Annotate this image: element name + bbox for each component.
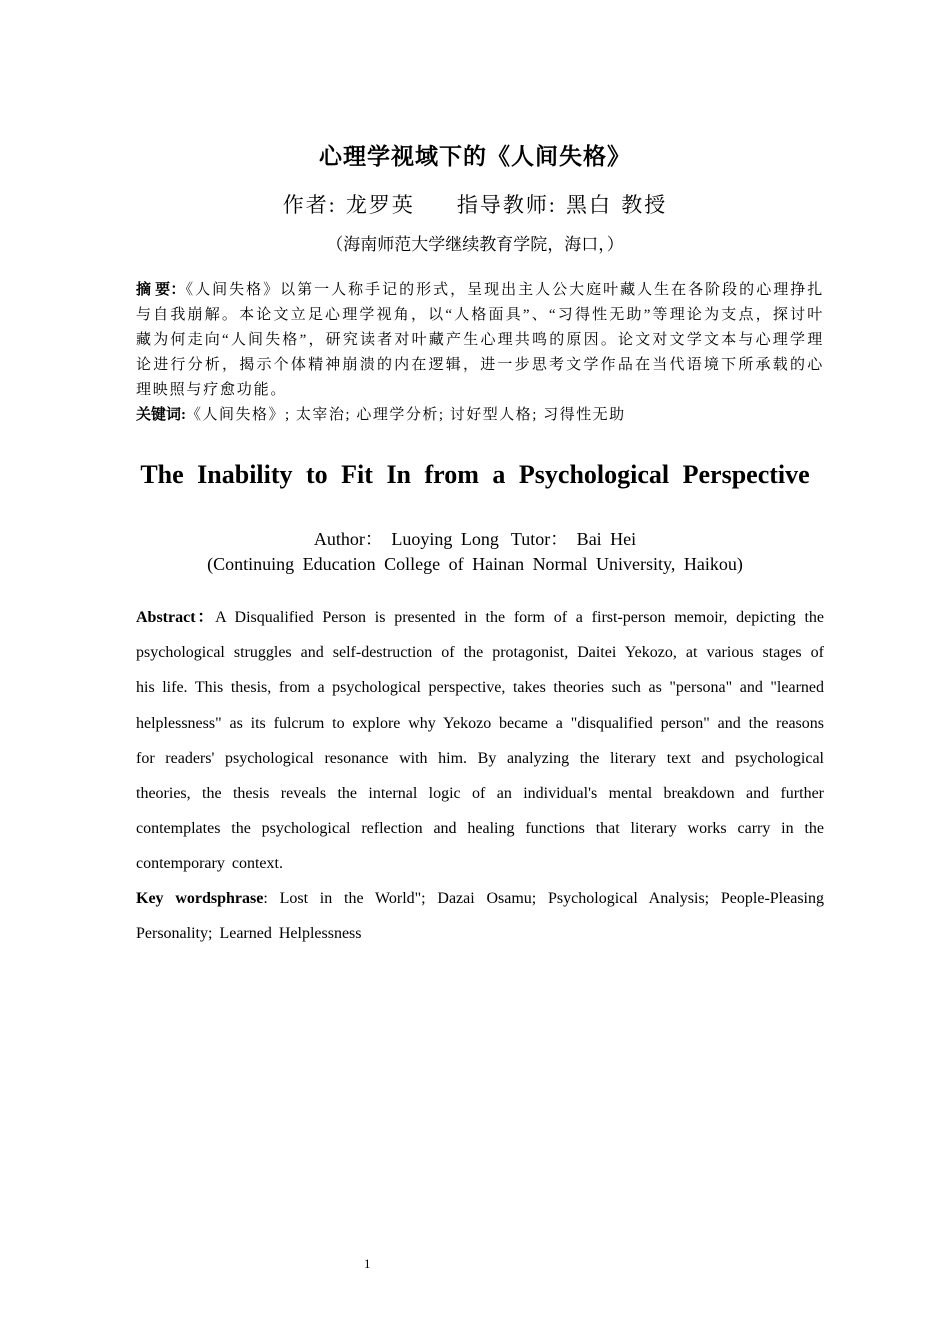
english-affiliation: (Continuing Education College of Hainan Normal University, Haikou) <box>207 554 743 574</box>
english-abstract-label: Abstract： <box>136 609 216 626</box>
chinese-keywords <box>136 403 824 428</box>
english-author-line <box>0 527 950 551</box>
chinese-keywords-text: 《人间失格》; 太宰治; 心理学分析; 讨好型人格; 习得性无助 <box>186 407 626 423</box>
chinese-abstract-text: 《人间失格》以第一人称手记的形式，呈现出主人公大庭叶藏人生在各阶段的心理挣扎与自我崩解。本论文立足心理学视角，以“人格面具”、“习得性无助”等理论为支点，探讨叶藏为何走向“人间失格”，研究读者对叶藏产生心理共鸣的原因。论文对文学文本与心理学理论进行分析，揭示个体精神崩溃的内在逻辑，进一步思考文学作品在当代语境下所承载的心理映照与疗愈功能。 <box>136 282 824 398</box>
english-keywords-text: : Lost in the World"; Dazai Osamu; Psychological Analysis; People-Pleasing Personality; Learned Helplessness <box>136 890 824 943</box>
chinese-keywords-label: 关键词: <box>136 407 186 423</box>
chinese-abstract <box>136 278 824 403</box>
chinese-author-line <box>0 189 950 219</box>
english-keywords-label: Key wordsphrase <box>136 890 264 907</box>
chinese-abstract-label: 摘 要： <box>136 282 186 298</box>
english-tutor: Tutor： Bai Hei <box>510 529 637 549</box>
page-number: 1 <box>364 1256 371 1271</box>
chinese-affiliation: （海南师范大学继续教育学院，海口，） <box>326 235 624 254</box>
chinese-tutor: 指导教师: 黑白 教授 <box>456 193 668 217</box>
english-keywords <box>136 881 824 951</box>
english-author: Author： Luoying Long <box>313 529 499 549</box>
english-abstract-text: A Disqualified Person is presented in the form of a first-person memoir, depicting the psychological struggles and self-destruction of the protagonist, Daitei Yekozo, at various stages of his life. This thesis, from a psychological perspective, takes theories such as "persona" and "learned helplessness" as its fulcrum to explore why Yekozo became a "disqualified person" and the reasons for readers' psychological resonance with him. By analyzing the literary text and psychological theories, the thesis reveals the internal logic of an individual's mental breakdown and further contemplates the psychological reflection and healing functions that literary works carry in the contemporary context. <box>136 609 824 873</box>
english-title: The Inability to Fit In from a Psychological Perspective <box>140 460 810 489</box>
english-abstract <box>136 600 824 882</box>
chinese-title: 心理学视域下的《人间失格》 <box>319 144 631 169</box>
chinese-author: 作者: 龙罗英 <box>282 193 415 217</box>
